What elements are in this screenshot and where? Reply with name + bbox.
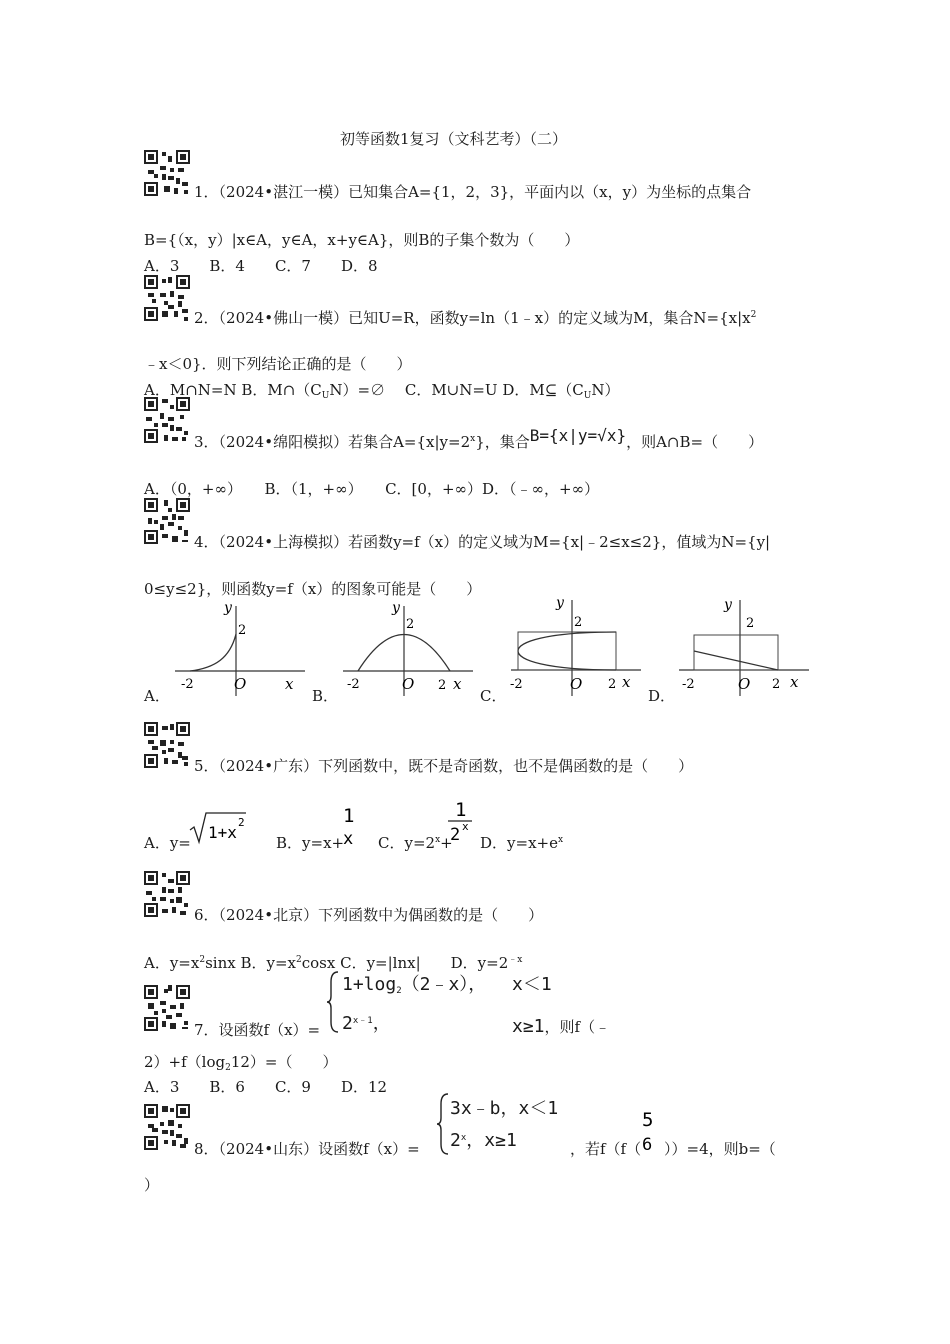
q7-case-1: $1+\log_2(2﹣x)$， <box>342 974 487 996</box>
x-axis-label: x <box>285 675 294 693</box>
tick-label-2: 2 <box>406 617 415 632</box>
page-title: 初等函数1复习（文科艺考）（二） <box>340 130 568 148</box>
question-8-prefix: 8．（2024•山东）设函数f（x）= <box>194 1140 420 1158</box>
option-d-label: D． <box>648 687 676 705</box>
tick-label-neg2: -2 <box>347 677 360 692</box>
question-4-line-2: 0≤y≤2}，则函数y=f（x）的图象可能是（ ） <box>144 580 482 598</box>
qr-code-icon <box>144 275 190 321</box>
svg-text:1+x: 1+x <box>208 823 237 842</box>
question-7-options: A．3 B．6 C．9 D．12 <box>144 1078 388 1096</box>
tick-label-neg2: -2 <box>682 677 695 692</box>
q5-option-c-fraction <box>446 796 476 846</box>
tick-label-2: 2 <box>608 677 617 692</box>
svg-text:x: x <box>462 820 469 833</box>
q5-option-d: D．$y=x+e^x$ <box>480 834 564 852</box>
question-2-options: A．M∩N=N B．$M\cap(C_UN)=\emptyset$ C．M∪N=U D．$M⊆(C_UN)$ <box>144 381 620 401</box>
question-2-line-1: 2．（2024•佛山一模）已知U=R，函数y=ln（1﹣x）的定义域为M，集合$N=\{x|x^2$ <box>194 309 757 327</box>
svg-text:1: 1 <box>455 799 467 821</box>
question-2-line-2: ﹣x＜0}．则下列结论正确的是（ ） <box>144 355 412 373</box>
question-4-line-1: 4．（2024•上海模拟）若函数y=f（x）的定义域为M={x|﹣2≤x≤2}，值域为N={y| <box>194 533 771 551</box>
tick-label-neg2: -2 <box>510 677 523 692</box>
qr-code-icon <box>144 1104 190 1150</box>
qr-code-icon <box>144 871 190 917</box>
qr-code-icon <box>144 397 190 443</box>
question-1-options: A．3 B．4 C．7 D．8 <box>144 257 378 275</box>
q7-condition-1: x＜1 <box>512 974 552 995</box>
tick-label-2: 2 <box>746 616 755 631</box>
q5-option-b: B．y=x+ <box>276 834 345 852</box>
set-b-expression: B={x|y=√x} <box>529 426 627 445</box>
svg-text:1: 1 <box>343 805 355 827</box>
origin-label: O <box>738 675 751 693</box>
question-1-line-1: 1．（2024•湛江一模）已知集合A={1，2，3}，平面内以（x，y）为坐标的点集合 <box>194 183 752 201</box>
graph-d <box>674 592 814 698</box>
q7-case-2: $2^{x﹣1}$， <box>342 1013 391 1034</box>
q8-fraction <box>634 1106 664 1156</box>
graph-b <box>338 598 478 698</box>
q5-option-a-radical <box>188 810 250 846</box>
svg-text:5: 5 <box>642 1109 654 1131</box>
left-brace-icon <box>326 970 340 1034</box>
question-8-line-2: ） <box>144 1176 160 1194</box>
left-brace-icon <box>436 1092 450 1156</box>
question-8-suffix: ））=4，则b=（ <box>664 1140 776 1158</box>
tick-label-2: 2 <box>772 677 781 692</box>
q5-option-a: A．y= <box>144 834 191 852</box>
question-8-mid: ，若f（f（ <box>570 1140 642 1158</box>
option-c-label: C． <box>480 687 507 705</box>
graph-a <box>170 598 310 698</box>
question-5-line-1: 5．（2024•广东）下列函数中，既不是奇函数，也不是偶函数的是（ ） <box>194 757 694 775</box>
tick-label-2: 2 <box>574 615 583 630</box>
origin-label: O <box>402 675 415 693</box>
qr-code-icon <box>144 722 190 768</box>
svg-text:2: 2 <box>238 816 245 829</box>
question-3-line-1: 3．（2024•绵阳模拟）若集合$A=\{x|y=2^x\}$，集合B={x|y=√x}，则A∩B=（ ） <box>194 426 764 451</box>
svg-text:x: x <box>343 829 354 848</box>
qr-code-icon <box>144 985 190 1031</box>
tick-label-2: 2 <box>238 623 247 638</box>
option-a-label: A． <box>144 687 170 705</box>
y-axis-label: y <box>224 600 232 616</box>
y-axis-label: y <box>392 600 400 616</box>
tick-label-neg2: -2 <box>181 677 194 692</box>
q8-case-2: 2$^x$，x≥1 <box>450 1130 517 1151</box>
x-axis-label: x <box>622 673 631 691</box>
graph-c <box>506 592 646 698</box>
svg-text:2: 2 <box>450 825 461 845</box>
qr-code-icon <box>144 498 190 544</box>
tick-label-2: 2 <box>438 678 447 693</box>
question-3-options: A．（0，+∞） B．（1，+∞） C．[0，+∞）D．（﹣∞，+∞） <box>144 480 600 498</box>
q5-option-b-fraction <box>338 800 360 848</box>
question-6-options: A．$y=x^2\sin x$ B．$y=x^2\cos x$ C．y=|lnx| D．$y=2^{﹣x}$ <box>144 954 523 972</box>
x-axis-label: x <box>790 673 799 691</box>
option-b-label: B． <box>312 687 339 705</box>
question-6-line-1: 6．（2024•北京）下列函数中为偶函数的是（ ） <box>194 906 544 924</box>
x-axis-label: x <box>453 675 462 693</box>
origin-label: O <box>234 675 247 693</box>
q5-option-c: C．$y=2^x+$ <box>378 834 453 852</box>
origin-label: O <box>570 675 583 693</box>
question-7-line-2: $2)+f(\log_212)=$（ ） <box>144 1053 338 1073</box>
q8-case-1: 3x﹣b，x＜1 <box>450 1098 559 1119</box>
q7-condition-2-suffix: x≥1，则f（﹣ <box>512 1016 611 1037</box>
qr-code-icon <box>144 150 190 196</box>
question-7-prefix: 7．设函数f（x）= <box>194 1021 321 1039</box>
question-1-line-2: B={（x，y）|x∈A，y∈A，x+y∈A}，则B的子集个数为（ ） <box>144 231 580 249</box>
svg-text:6: 6 <box>642 1135 653 1155</box>
y-axis-label: y <box>556 595 564 611</box>
y-axis-label: y <box>724 597 732 613</box>
